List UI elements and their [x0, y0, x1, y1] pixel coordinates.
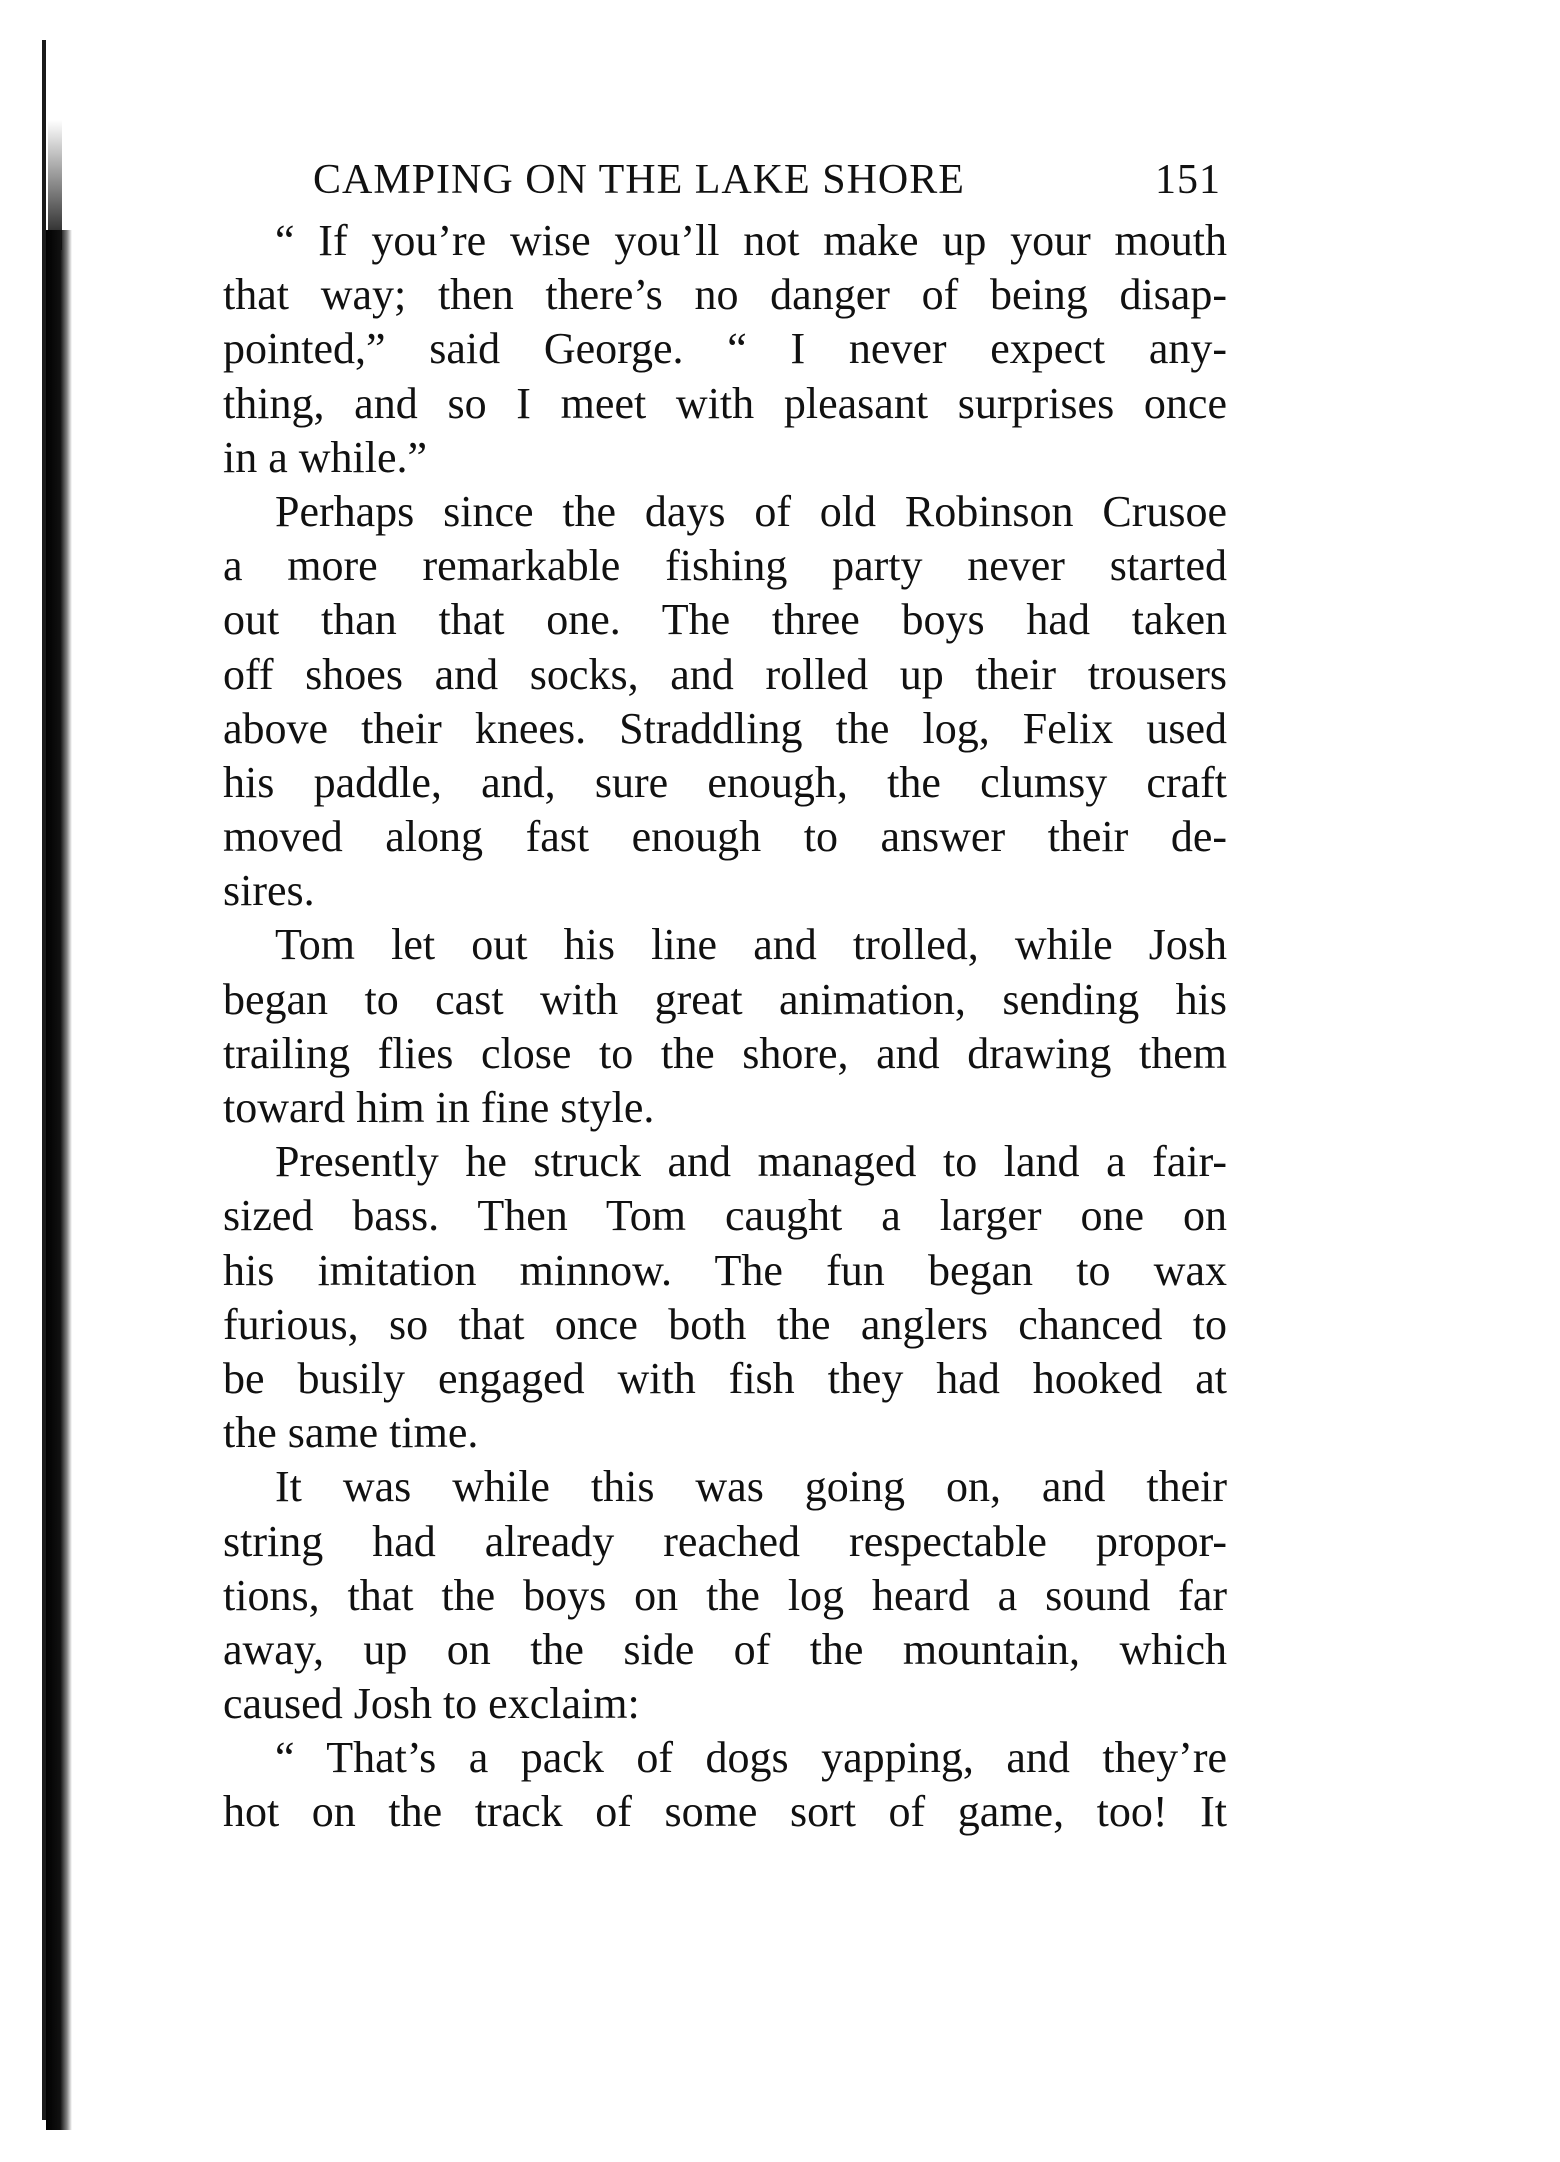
- book-page: [223, 150, 1227, 1840]
- text-line: be busily engaged with fish they had hooked at: [223, 1353, 1227, 1403]
- body-text: [223, 214, 1227, 1840]
- text-line: hot on the track of some sort of game, too! It: [223, 1787, 1227, 1837]
- text-line: his imitation minnow. The fun began to wax: [223, 1245, 1227, 1295]
- text-line: thing, and so I meet with pleasant surprises once: [223, 378, 1227, 428]
- text-line: Perhaps since the days of old Robinson Crusoe: [275, 486, 1227, 536]
- text-line: out than that one. The three boys had taken: [223, 595, 1227, 645]
- text-line: in a while.”: [223, 432, 428, 482]
- text-line: moved along fast enough to answer their de-: [223, 812, 1227, 862]
- text-line: Presently he struck and managed to land a fair-: [275, 1137, 1227, 1187]
- text-line: toward him in fine style.: [223, 1083, 655, 1132]
- text-line: pointed,” said George. “ I never expect any-: [223, 324, 1227, 374]
- text-line: furious, so that once both the anglers chanced to: [223, 1299, 1227, 1349]
- text-line: trailing flies close to the shore, and drawing them: [223, 1028, 1227, 1078]
- text-line: “ If you’re wise you’ll not make up your mouth: [275, 216, 1227, 265]
- text-line: tions, that the boys on the log heard a sound far: [223, 1570, 1227, 1620]
- text-line: off shoes and socks, and rolled up their trousers: [223, 649, 1227, 699]
- running-title: CAMPING ON THE LAKE SHORE: [313, 157, 965, 203]
- text-line: sized bass. Then Tom caught a larger one on: [223, 1191, 1227, 1241]
- text-line: It was while this was going on, and their: [275, 1462, 1227, 1512]
- text-line: string had already reached respectable propor-: [223, 1516, 1227, 1566]
- running-head: [223, 150, 1227, 220]
- text-line: away, up on the side of the mountain, which: [223, 1624, 1227, 1674]
- text-line: sires.: [223, 866, 315, 916]
- page-number: 151: [1155, 157, 1221, 203]
- text-line: the same time.: [223, 1408, 479, 1458]
- text-line: that way; then there’s no danger of being disap-: [223, 270, 1227, 320]
- text-line: “ That’s a pack of dogs yapping, and they’re: [275, 1733, 1227, 1783]
- text-line: caused Josh to exclaim:: [223, 1679, 640, 1729]
- binding-shadow: [46, 230, 72, 2130]
- text-line: above their knees. Straddling the log, Felix used: [223, 703, 1227, 753]
- text-line: his paddle, and, sure enough, the clumsy craft: [223, 757, 1227, 807]
- text-line: Tom let out his line and trolled, while Josh: [275, 920, 1227, 970]
- text-line: began to cast with great animation, sending his: [223, 974, 1227, 1024]
- text-line: a more remarkable fishing party never started: [223, 541, 1227, 591]
